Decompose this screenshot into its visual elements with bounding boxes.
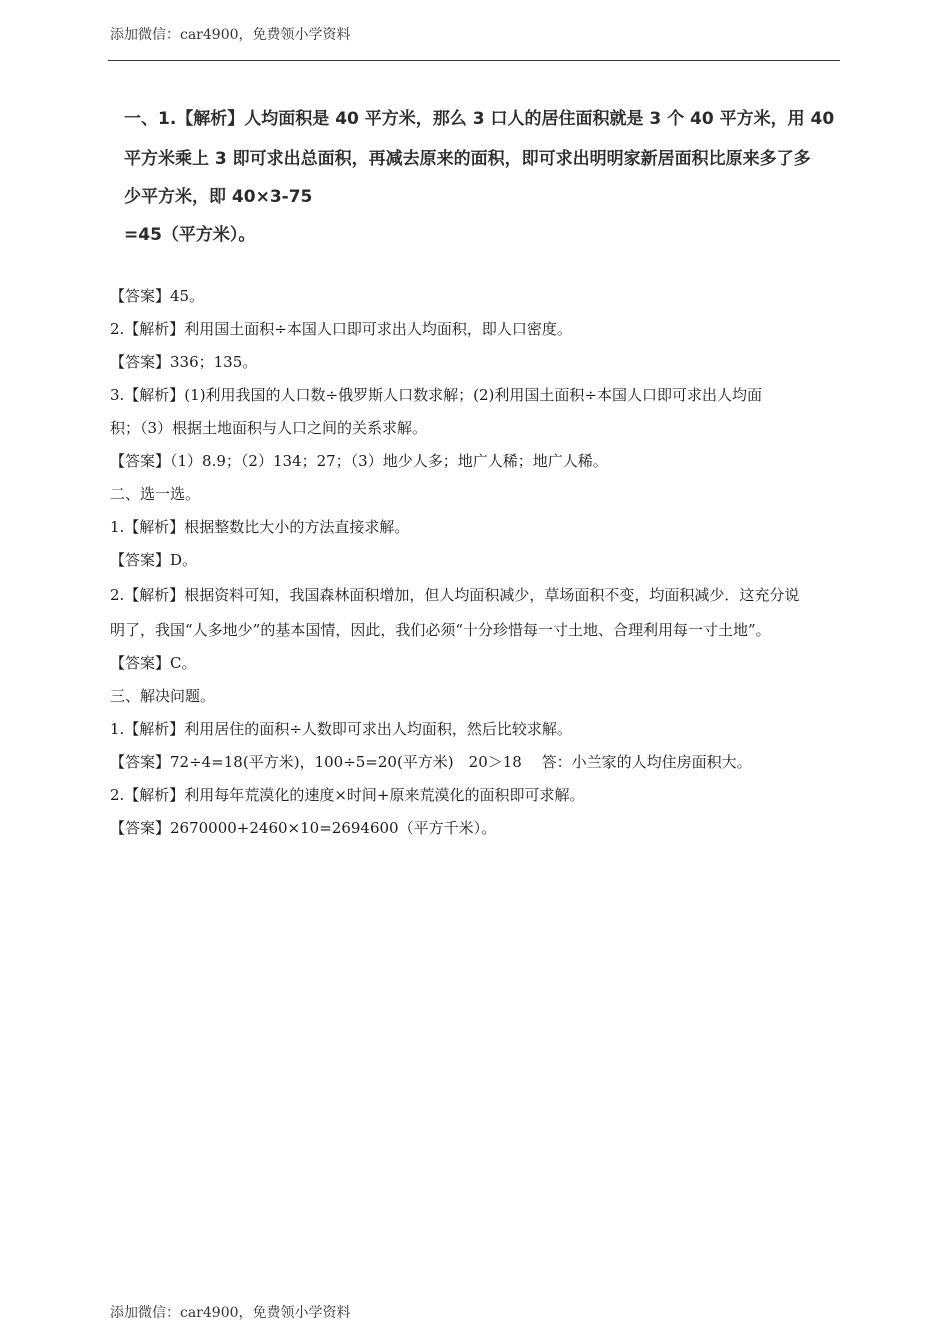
analysis-line: 明了，我国“人多地少”的基本国情，因此，我们必须“十分珍惜每一寸土地、合理利用每一寸土地”。 (110, 621, 771, 639)
answer-line: 【答案】2670000+2460×10=2694600（平方千米）。 (110, 819, 497, 837)
answer-line: 【答案】C。 (110, 654, 197, 672)
section-heading: 二、选一选。 (110, 485, 201, 503)
answer-body (110, 280, 850, 845)
paragraph-line: 一、1.【解析】人均面积是 40 平方米，那么 3 口人的居住面积就是 3 个 40 平方米，用 40 (124, 109, 835, 129)
answer-line: 【答案】45。 (110, 287, 205, 305)
answer-line: 【答案】D。 (110, 551, 198, 569)
paragraph-line: =45（平方米）。 (124, 225, 256, 245)
page-header: 添加微信：car4900，免费领小学资料 (110, 27, 351, 43)
analysis-line: 2.【解析】根据资料可知，我国森林面积增加，但人均面积减少，草场面积不变，均面积减少．这充分说 (110, 586, 800, 604)
analysis-line: 1.【解析】利用居住的面积÷人数即可求出人均面积，然后比较求解。 (110, 720, 572, 738)
answer-line: 【答案】（1）8.9；（2）134；27；（3）地少人多；地广人稀；地广人稀。 (110, 452, 608, 470)
analysis-line: 积；（3）根据土地面积与人口之间的关系求解。 (110, 419, 428, 437)
page-footer: 添加微信：car4900，免费领小学资料 (110, 1305, 351, 1321)
answer-line: 【答案】336；135。 (110, 353, 258, 371)
analysis-line: 2.【解析】利用每年荒漠化的速度×时间+原来荒漠化的面积即可求解。 (110, 786, 585, 804)
paragraph-line: 少平方米，即 40×3-75 (124, 187, 313, 207)
analysis-line: 2.【解析】利用国土面积÷本国人口即可求出人均面积，即人口密度。 (110, 320, 572, 338)
analysis-line: 3.【解析】(1)利用我国的人口数÷俄罗斯人口数求解；(2)利用国土面积÷本国人口即可求出人均面 (110, 386, 762, 404)
section-heading: 三、解决问题。 (110, 687, 216, 705)
answer-line: 【答案】72÷4=18(平方米)，100÷5=20(平方米) 20＞18 答：小兰家的人均住房面积大。 (110, 753, 752, 771)
header-divider (108, 60, 840, 61)
paragraph-line: 平方米乘上 3 即可求出总面积，再减去原来的面积，即可求出明明家新居面积比原来多了多 (124, 149, 811, 169)
analysis-line: 1.【解析】根据整数比大小的方法直接求解。 (110, 518, 410, 536)
